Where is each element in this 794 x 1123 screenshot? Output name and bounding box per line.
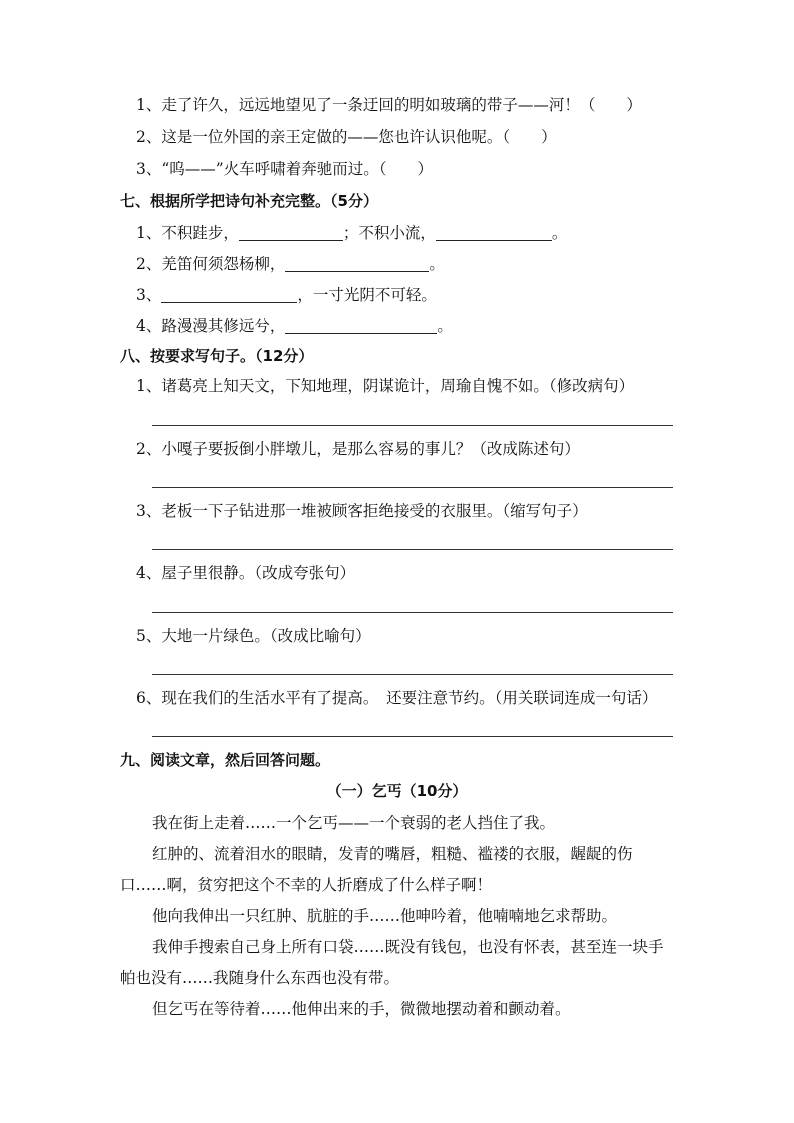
answer-line[interactable] (152, 425, 673, 426)
answer-line[interactable] (152, 674, 673, 675)
part7-question-3 (136, 285, 437, 305)
answer-blank[interactable] (285, 317, 437, 334)
part7-question-1 (136, 223, 567, 243)
answer-line[interactable] (152, 612, 673, 613)
q2-text-b: 。 (429, 255, 445, 273)
q4-text-b: 。 (437, 317, 453, 335)
part8-question-2: 2、小嘎子要扳倒小胖墩儿，是那么容易的事儿？（改成陈述句） (136, 440, 580, 458)
reading-paragraph-2: 红肿的、流着泪水的眼睛，发青的嘴唇，粗糙、褴褛的衣服，龌龊的伤 (152, 845, 633, 863)
part8-heading: 八、按要求写句子。（12分） (120, 347, 314, 365)
reading-title: （一）乞丐（10分） (326, 782, 468, 800)
part9-heading: 九、阅读文章，然后回答问题。 (120, 751, 331, 769)
reading-paragraph-5: 但乞丐在等待着……他伸出来的手，微微地摆动着和颤动着。 (152, 1000, 571, 1018)
part6-question-1: 1、走了许久，远远地望见了一条迂回的明如玻璃的带子——河！（ ） (136, 96, 642, 114)
q1-text-b: ；不积小流， (342, 224, 436, 242)
q1-text-a: 1、不积跬步， (136, 224, 239, 242)
q3-text-b: ，一寸光阴不可轻。 (297, 286, 437, 304)
q3-text-a: 3、 (136, 286, 162, 304)
q1-text-c: 。 (551, 224, 568, 242)
part6-question-3: 3、“呜——”火车呼啸着奔驰而过。（ ） (136, 160, 433, 178)
part7-question-4 (136, 316, 453, 336)
part6-question-2: 2、这是一位外国的亲王定做的——您也许认识他呢。（ ） (136, 128, 557, 146)
answer-blank[interactable] (239, 224, 343, 241)
part8-question-1: 1、诸葛亮上知天文，下知地理，阴谋诡计，周瑜自愧不如。（修改病句） (136, 377, 635, 395)
part8-question-4: 4、屋子里很静。（改成夸张句） (136, 564, 356, 582)
part8-question-3: 3、老板一下子钻进那一堆被顾客拒绝接受的衣服里。（缩写句子） (136, 502, 588, 520)
answer-blank[interactable] (161, 286, 297, 303)
reading-paragraph-4: 我伸手搜索自己身上所有口袋……既没有钱包，也没有怀表，甚至连一块手 (152, 938, 664, 956)
q2-text-a: 2、羌笛何须怨杨柳， (136, 255, 286, 273)
answer-blank[interactable] (285, 255, 429, 272)
answer-line[interactable] (152, 549, 673, 550)
part7-question-2 (136, 254, 445, 274)
reading-paragraph-4-cont: 帕也没有……我随身什么东西也没有带。 (120, 969, 400, 987)
reading-paragraph-3: 他向我伸出一只红肿、肮脏的手……他呻吟着，他喃喃地乞求帮助。 (152, 907, 618, 925)
answer-line[interactable] (152, 487, 673, 488)
reading-paragraph-1: 我在街上走着……一个乞丐——一个衰弱的老人挡住了我。 (152, 814, 556, 832)
answer-line[interactable] (152, 736, 673, 737)
part7-heading: 七、根据所学把诗句补充完整。（5分） (120, 192, 378, 210)
part8-question-5: 5、大地一片绿色。（改成比喻句） (136, 627, 371, 645)
answer-blank[interactable] (436, 224, 552, 241)
q4-text-a: 4、路漫漫其修远兮， (136, 317, 286, 335)
reading-paragraph-2-cont: 口……啊，贫穷把这个不幸的人折磨成了什么样子啊！ (120, 876, 493, 894)
part8-question-6: 6、现在我们的生活水平有了提高。 还要注意节约。（用关联词连成一句话） (136, 689, 658, 707)
